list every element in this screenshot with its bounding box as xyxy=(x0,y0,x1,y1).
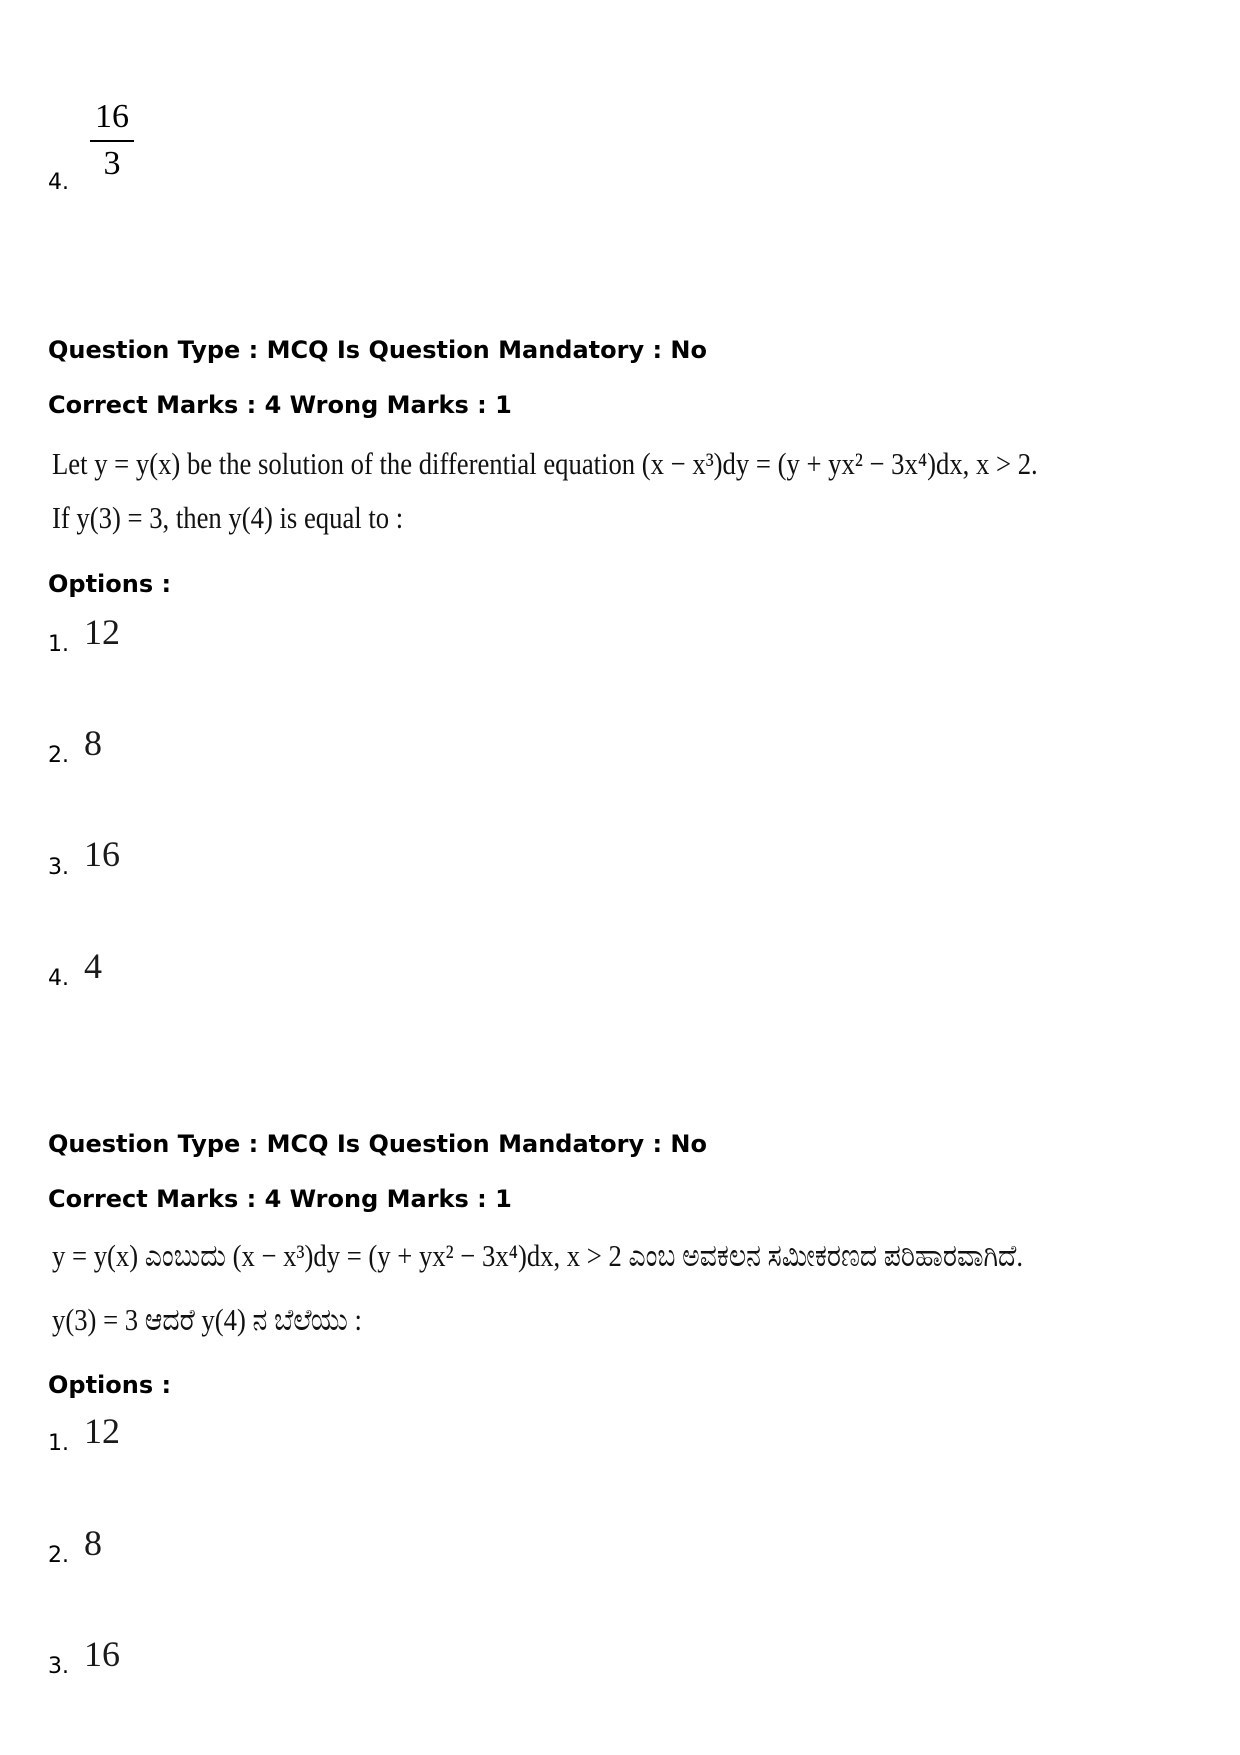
q1-question-text-line2: If y(3) = 3, then y(4) is equal to : xyxy=(52,500,404,535)
option-4-fraction xyxy=(90,100,134,181)
q2-option-2-number: 2. xyxy=(48,1543,69,1568)
q1-options-label: Options : xyxy=(48,570,172,598)
q2-option-3-value[interactable]: 16 xyxy=(84,1634,120,1674)
q2-marks-line: Correct Marks : 4 Wrong Marks : 1 xyxy=(48,1185,512,1213)
fraction-denominator: 3 xyxy=(103,145,121,182)
q2-question-text-line1: y = y(x) ಎಂಬುದು (x − x³)dy = (y + yx² − 3x⁴)dx, x > 2 ಎಂಬ ಅವಕಲನ ಸಮೀಕರಣದ ಪರಿಹಾರವಾಗಿದೆ. xyxy=(52,1238,1024,1273)
q1-question-text-line1: Let y = y(x) be the solution of the differential equation (x − x³)dy = (y + yx² − 3x⁴)dx, x > 2. xyxy=(52,446,1038,481)
q2-option-3-number: 3. xyxy=(48,1654,69,1679)
q1-option-4-number: 4. xyxy=(48,966,69,991)
q1-option-4-value[interactable]: 4 xyxy=(84,946,102,986)
prev-option-number: 4. xyxy=(48,170,69,195)
q2-options-label: Options : xyxy=(48,1371,172,1399)
fraction-bar xyxy=(90,140,134,142)
q2-option-1-value[interactable]: 12 xyxy=(84,1411,120,1451)
q2-question-text-line2: y(3) = 3 ಆದರೆ y(4) ನ ಬೆಲೆಯು : xyxy=(52,1302,362,1337)
q1-marks-line: Correct Marks : 4 Wrong Marks : 1 xyxy=(48,391,512,419)
q2-type-line: Question Type : MCQ Is Question Mandatory : No xyxy=(48,1130,707,1158)
q1-type-line: Question Type : MCQ Is Question Mandatory : No xyxy=(48,336,707,364)
fraction-numerator: 16 xyxy=(95,98,129,135)
q1-option-1-value[interactable]: 12 xyxy=(84,612,120,652)
q1-option-1-number: 1. xyxy=(48,632,69,657)
q2-option-1-number: 1. xyxy=(48,1431,69,1456)
q1-option-2-number: 2. xyxy=(48,743,69,768)
q1-option-3-value[interactable]: 16 xyxy=(84,834,120,874)
q1-option-3-number: 3. xyxy=(48,855,69,880)
q2-option-2-value[interactable]: 8 xyxy=(84,1523,102,1563)
q1-option-2-value[interactable]: 8 xyxy=(84,723,102,763)
